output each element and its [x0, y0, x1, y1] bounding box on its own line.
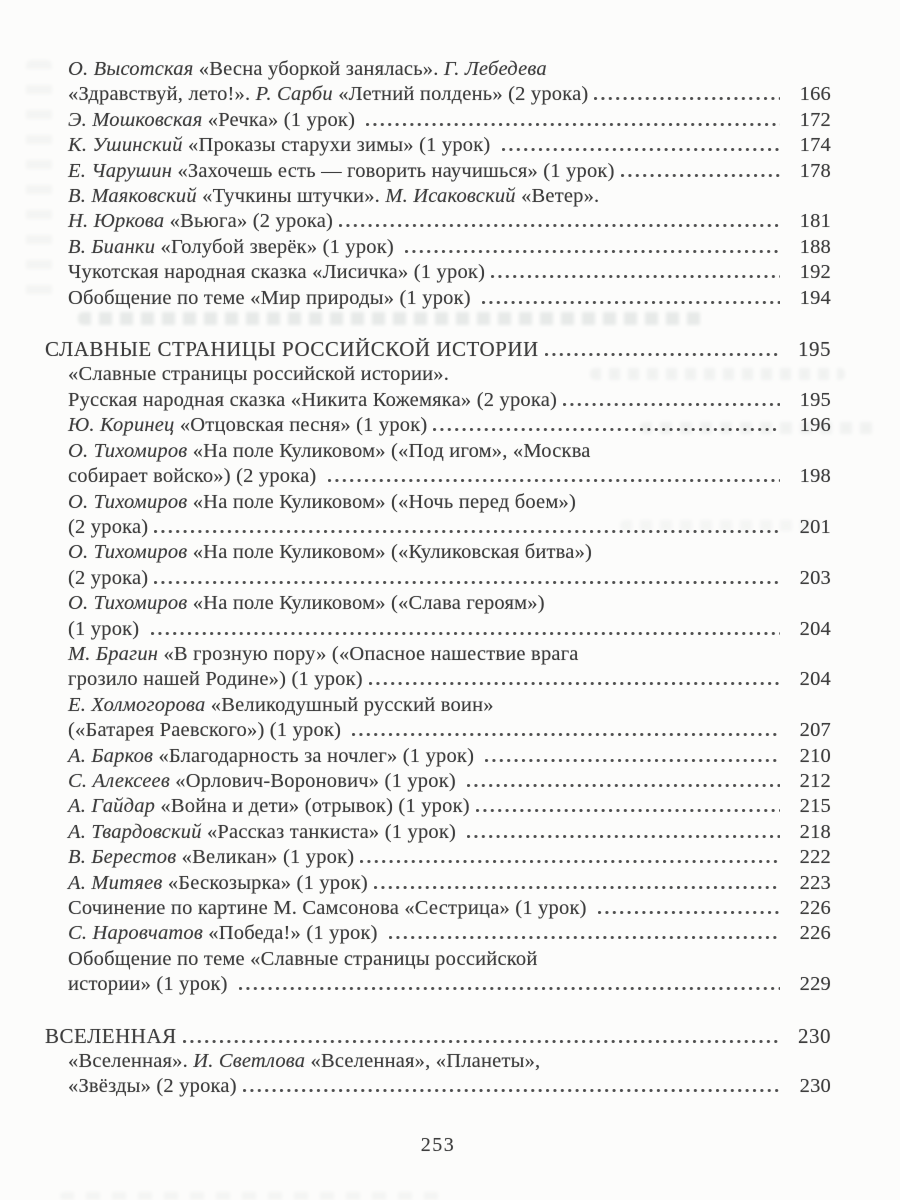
toc-line [68, 540, 831, 565]
title-text: «Великан» (1 урок) [181, 846, 355, 869]
dot-leader [563, 403, 780, 406]
toc-page-number: 226 [799, 897, 831, 919]
toc-line [68, 566, 831, 591]
dot-leader [482, 301, 780, 304]
toc-page-number: 195 [798, 337, 831, 362]
toc-page-number: 195 [799, 388, 831, 411]
author-name: А. Митяев [68, 871, 168, 894]
show-through-smudge [60, 1192, 440, 1200]
toc-line-text [45, 337, 539, 362]
toc-line [68, 845, 831, 870]
toc-page-number: 192 [799, 261, 831, 284]
toc-line [68, 642, 831, 667]
toc-line-text [68, 184, 599, 209]
title-text: «Вселенная», «Планеты», [310, 1050, 541, 1073]
toc-page-number: 166 [799, 83, 831, 106]
toc-line-text [68, 769, 461, 794]
toc-page-number: 181 [799, 210, 831, 233]
title-text: Обобщение по теме «Славные страницы российской [68, 947, 538, 970]
toc-line [68, 464, 831, 489]
dot-leader [243, 1089, 780, 1092]
toc-line [68, 260, 831, 285]
toc-line-text [68, 540, 592, 565]
toc-line [68, 1074, 831, 1099]
toc-page-number: 188 [799, 235, 831, 258]
dot-leader [598, 911, 780, 914]
dot-leader [339, 224, 780, 227]
title-text: СЛАВНЫЕ СТРАНИЦЫ РОССИЙСКОЙ ИСТОРИИ [45, 337, 539, 362]
toc-page-number: 203 [799, 566, 831, 589]
title-text: «В грозную пору» («Опасное нашествие врага [163, 642, 579, 665]
title-text: Обобщение по теме «Мир природы» (1 урок) [68, 286, 477, 309]
author-name: К. Ушинский [68, 134, 188, 157]
toc-line-text [68, 1074, 237, 1099]
toc-line-text [68, 667, 363, 692]
title-text: «Вьюга» (2 урока) [169, 210, 334, 233]
title-text: «Вселенная». [68, 1050, 194, 1073]
toc-page-number: 178 [799, 159, 831, 182]
toc-line [68, 57, 831, 82]
toc-line-text [68, 209, 333, 234]
dot-leader [183, 1040, 780, 1043]
dot-leader [360, 860, 780, 863]
toc-line [68, 744, 831, 769]
title-text: «Отцовская песня» (1 урок) [179, 414, 428, 437]
author-name: М. Брагин [68, 642, 164, 665]
author-name: А. Твардовский [68, 820, 207, 843]
dot-leader [369, 682, 780, 685]
toc-page-number: 230 [798, 1023, 831, 1048]
title-text: «Победа!» (1 урок) [208, 922, 383, 945]
toc-page-number: 210 [799, 744, 831, 767]
table-of-contents [45, 57, 831, 1100]
toc-line [68, 286, 831, 311]
toc-line [68, 972, 831, 997]
toc-page-number: 222 [799, 846, 831, 869]
toc-line-text [68, 413, 427, 438]
toc-line-text [68, 286, 476, 311]
toc-line [68, 947, 831, 972]
toc-line-text [68, 82, 588, 107]
author-name: Е. Чарушин [68, 159, 178, 182]
author-name: С. Наровчатов [68, 922, 209, 945]
toc-line [68, 413, 831, 438]
dot-leader [352, 733, 780, 736]
toc-line [68, 718, 831, 743]
dot-leader [405, 250, 780, 253]
title-text: «На поле Куликовом» («Куликовская битва») [192, 541, 593, 564]
author-name: Е. Холмогорова [68, 693, 211, 716]
toc-line-text [68, 362, 449, 387]
title-text: «Орлович-Воронович» (1 урок) [175, 769, 462, 792]
toc-page-number: 204 [799, 668, 831, 691]
toc-line-text [68, 159, 615, 184]
toc-page-number: 207 [799, 719, 831, 742]
dot-leader [389, 936, 780, 939]
dot-leader [154, 530, 780, 533]
toc-line [68, 133, 831, 158]
author-name: Г. Лебедева [443, 58, 547, 80]
toc-line-text [68, 871, 368, 896]
title-text: «Бескозырка» (1 урок) [167, 871, 368, 894]
toc-line-text [68, 820, 461, 845]
title-text: («Батарея Раевского») (1 урок) [68, 719, 347, 742]
dot-leader [502, 148, 780, 151]
toc-line [68, 362, 831, 387]
toc-page-number: 215 [799, 795, 831, 818]
dot-leader [151, 632, 780, 635]
title-text: «Звёзды» (2 урока) [68, 1075, 237, 1098]
title-text: грозило нашей Родине») (1 урок) [68, 668, 363, 691]
toc-line-text [68, 718, 346, 743]
toc-line [68, 896, 831, 921]
toc-line-text [68, 845, 354, 870]
title-text: «Захочешь есть — говорить научишься» (1 урок) [177, 159, 615, 182]
dot-leader [374, 886, 780, 889]
toc-line [68, 490, 831, 515]
author-name: О. Тихомиров [68, 439, 193, 462]
toc-line [68, 693, 831, 718]
toc-page-number: 194 [799, 286, 831, 309]
title-text: «Ветер». [521, 185, 600, 208]
toc-line-text [68, 642, 579, 667]
toc-line [45, 337, 831, 362]
author-name: А. Барков [68, 744, 159, 767]
author-name: Р. Сарби [255, 83, 339, 106]
dot-leader [476, 809, 780, 812]
toc-line-text [68, 133, 496, 158]
toc-line-text [68, 108, 360, 133]
author-name: А. Гайдар [68, 795, 161, 818]
toc-line [68, 108, 831, 133]
title-text: собирает войско») (2 урока) [68, 465, 322, 488]
toc-line-text [68, 921, 383, 946]
toc-line [68, 820, 831, 845]
toc-page-number: 223 [799, 871, 831, 894]
toc-line [68, 1049, 831, 1074]
toc-line [68, 921, 831, 946]
title-text: Сочинение по картине М. Самсонова «Сестрица» (1 урок) [68, 897, 592, 919]
dot-leader [433, 428, 780, 431]
toc-page-number: 174 [799, 134, 831, 157]
dot-leader [467, 835, 780, 838]
author-name: В. Маяковский [68, 185, 203, 208]
author-name: Э. Мошковская [68, 108, 208, 131]
author-name: О. Тихомиров [68, 490, 193, 513]
toc-line-text [68, 490, 576, 515]
toc-line [68, 871, 831, 896]
toc-line [68, 184, 831, 209]
toc-line [68, 235, 831, 260]
dot-leader [485, 759, 780, 762]
toc-line [68, 388, 831, 413]
dot-leader [328, 479, 780, 482]
dot-leader [491, 275, 780, 278]
toc-page-number: 229 [799, 973, 831, 996]
toc-line-text [68, 617, 145, 642]
toc-line [68, 617, 831, 642]
toc-line [68, 515, 831, 540]
dot-leader [545, 353, 780, 356]
title-text: «Благодарность за ночлег» (1 урок) [158, 744, 480, 767]
dot-leader [621, 174, 780, 177]
toc-line-text [68, 388, 557, 413]
toc-line-text [68, 744, 479, 769]
toc-page-number: 226 [799, 922, 831, 945]
toc-line [68, 209, 831, 234]
toc-page-number: 172 [799, 108, 831, 131]
author-name: С. Алексеев [68, 769, 176, 792]
toc-line-text [68, 591, 545, 616]
toc-line-text [45, 1024, 177, 1049]
title-text: ВСЕЛЕННАЯ [45, 1023, 177, 1048]
author-name: Ю. Коринец [68, 414, 180, 437]
author-name: О. Высотская [68, 58, 199, 80]
toc-line-text [68, 464, 322, 489]
dot-leader [467, 784, 780, 787]
toc-line-text [68, 1049, 540, 1074]
toc-line-text [68, 794, 470, 819]
toc-line [68, 769, 831, 794]
toc-page-number: 230 [799, 1075, 831, 1098]
toc-line-text [68, 896, 592, 921]
title-text: «На поле Куликовом» («Ночь перед боем») [192, 490, 576, 513]
toc-line-text [68, 57, 547, 82]
dot-leader [594, 97, 780, 100]
dot-leader [239, 987, 780, 990]
author-name: В. Бианки [68, 235, 161, 258]
dot-leader [154, 581, 780, 584]
toc-page-number: 201 [799, 515, 831, 538]
toc-page-number: 196 [799, 414, 831, 437]
toc-line [68, 591, 831, 616]
toc-page-number: 218 [799, 820, 831, 843]
toc-line-text [68, 693, 494, 718]
toc-line-text [68, 235, 399, 260]
title-text: Чукотская народная сказка «Лисичка» (1 урок) [68, 261, 486, 284]
title-text: (1 урок) [68, 617, 145, 640]
dot-leader [366, 123, 780, 126]
title-text: (2 урока) [68, 515, 149, 538]
toc-line-text [68, 515, 148, 540]
author-name: В. Берестов [68, 846, 182, 869]
toc-line-text [68, 439, 591, 464]
toc-line [68, 794, 831, 819]
title-text: «На поле Куликовом» («Под игом», «Москва [192, 439, 591, 462]
title-text: Русская народная сказка «Никита Кожемяка» (2 урока) [68, 388, 558, 411]
author-name: М. Исаковский [385, 185, 522, 208]
author-name: И. Светлова [193, 1050, 311, 1073]
toc-line [45, 1024, 831, 1049]
title-text: «Рассказ танкиста» (1 урок) [206, 820, 462, 843]
title-text: «Проказы старухи зимы» (1 урок) [188, 134, 496, 157]
toc-line [68, 82, 831, 107]
title-text: «Война и дети» (отрывок) (1 урок) [160, 795, 470, 818]
toc-line-text [68, 566, 148, 591]
title-text: «На поле Куликовом» («Слава героям») [192, 592, 545, 615]
toc-page-number: 212 [799, 769, 831, 792]
toc-page-number: 204 [799, 617, 831, 640]
title-text: «Славные страницы российской истории». [68, 363, 450, 386]
toc-line-text [68, 947, 538, 972]
title-text: «Здравствуй, лето!». [68, 83, 256, 106]
author-name: Н. Юркова [68, 210, 170, 233]
title-text: «Великодушный русский воин» [210, 693, 494, 716]
toc-line-text [68, 260, 485, 285]
title-text: «Голубой зверёк» (1 урок) [160, 235, 400, 258]
toc-line [68, 159, 831, 184]
toc-line [68, 667, 831, 692]
toc-page-number: 198 [799, 465, 831, 488]
title-text: «Тучкины штучки». [202, 185, 386, 208]
title-text: «Весна уборкой занялась». [198, 58, 444, 80]
toc-line [68, 439, 831, 464]
author-name: О. Тихомиров [68, 541, 193, 564]
author-name: О. Тихомиров [68, 592, 193, 615]
toc-line-text [68, 972, 233, 997]
title-text: (2 урока) [68, 566, 149, 589]
title-text: истории» (1 урок) [68, 973, 234, 996]
title-text: «Речка» (1 урок) [207, 108, 361, 131]
page-number: 253 [420, 1134, 456, 1156]
title-text: «Летний полдень» (2 урока) [338, 83, 589, 106]
